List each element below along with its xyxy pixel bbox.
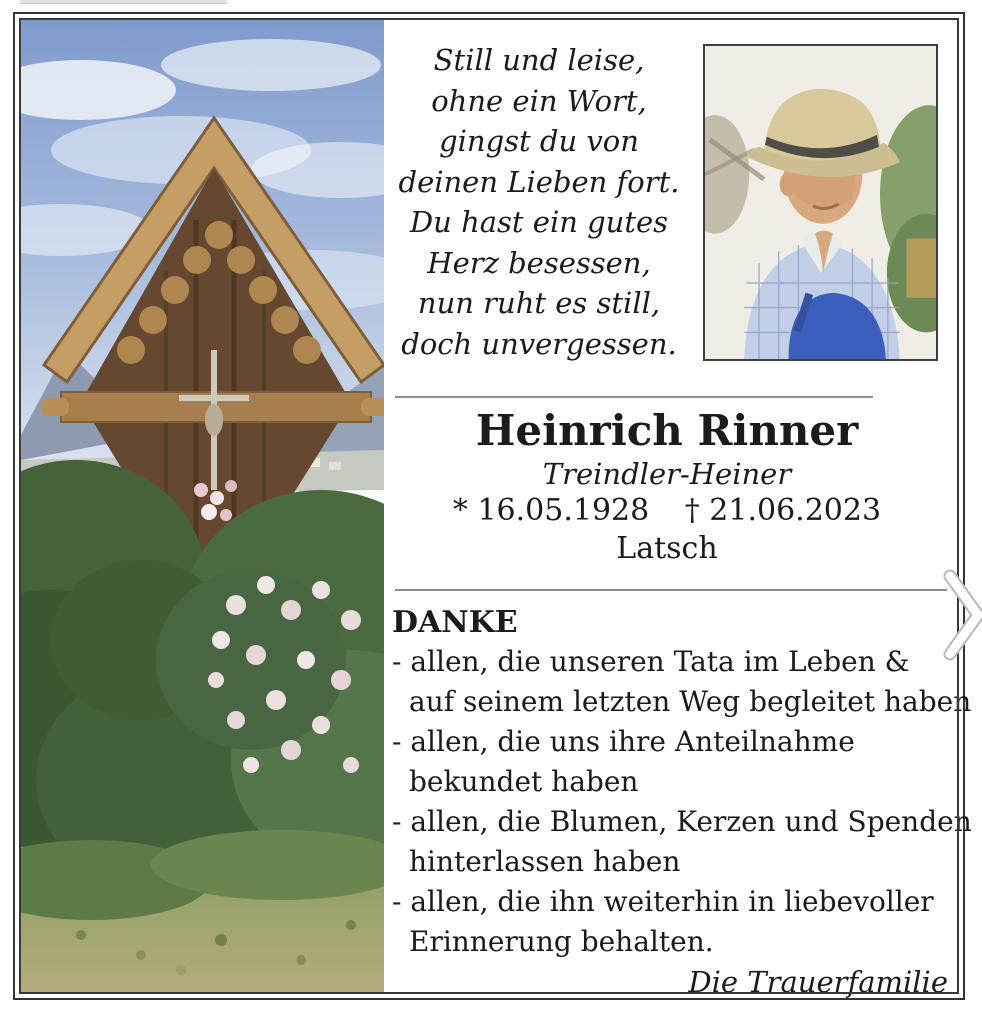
deceased-name: Heinrich Rinner xyxy=(475,406,859,455)
divider-top xyxy=(395,396,873,398)
thanks-line: - allen, die uns ihre Anteilnahme xyxy=(392,725,855,758)
place-name: Latsch xyxy=(616,531,718,566)
thanks-heading: DANKE xyxy=(392,605,518,640)
wayside-cross-photo-graphic xyxy=(21,20,384,992)
life-dates xyxy=(393,492,941,530)
portrait-photo xyxy=(703,44,938,361)
portrait-photo-graphic xyxy=(705,46,936,359)
poem-line: doch unvergessen. xyxy=(401,326,677,361)
thanks-line: - allen, die Blumen, Kerzen und Spenden xyxy=(392,805,972,838)
farewell-poem xyxy=(371,40,707,364)
wayside-cross-photo xyxy=(21,20,384,992)
previous-card-edge xyxy=(20,0,227,4)
poem-line: gingst du von xyxy=(439,124,639,158)
thanks-line: hinterlassen haben xyxy=(409,845,681,878)
thanks-section xyxy=(392,604,972,1002)
grass xyxy=(21,830,384,992)
thanks-line: bekundet haben xyxy=(409,765,639,798)
thanks-line: - allen, die unseren Tata im Leben & xyxy=(392,645,910,678)
deceased-nickname: Treindler-Heiner xyxy=(542,457,792,491)
poem-line: Herz besessen, xyxy=(427,245,651,280)
next-card-button[interactable] xyxy=(937,566,982,664)
thanks-line: Erinnerung behalten. xyxy=(409,925,714,958)
thanks-line: auf seinem letzten Weg begleitet haben xyxy=(409,685,972,718)
chevron-right-icon xyxy=(937,566,982,664)
death-date: † 21.06.2023 xyxy=(684,493,882,528)
poem-line: nun ruht es still, xyxy=(417,286,661,320)
deceased-info xyxy=(393,406,941,567)
family-signature: Die Trauerfamilie xyxy=(688,965,948,999)
poem-line: Du hast ein gutes xyxy=(409,205,669,239)
divider-bottom xyxy=(395,589,947,591)
poem-line: deinen Lieben fort. xyxy=(398,164,680,199)
poem-line: Still und leise, xyxy=(433,43,645,77)
poem-line: ohne ein Wort, xyxy=(431,83,647,118)
birth-date: * 16.05.1928 xyxy=(452,493,650,528)
thanks-line: - allen, die ihn weiterhin in liebevoller xyxy=(392,885,934,918)
obituary-card xyxy=(13,12,972,1000)
